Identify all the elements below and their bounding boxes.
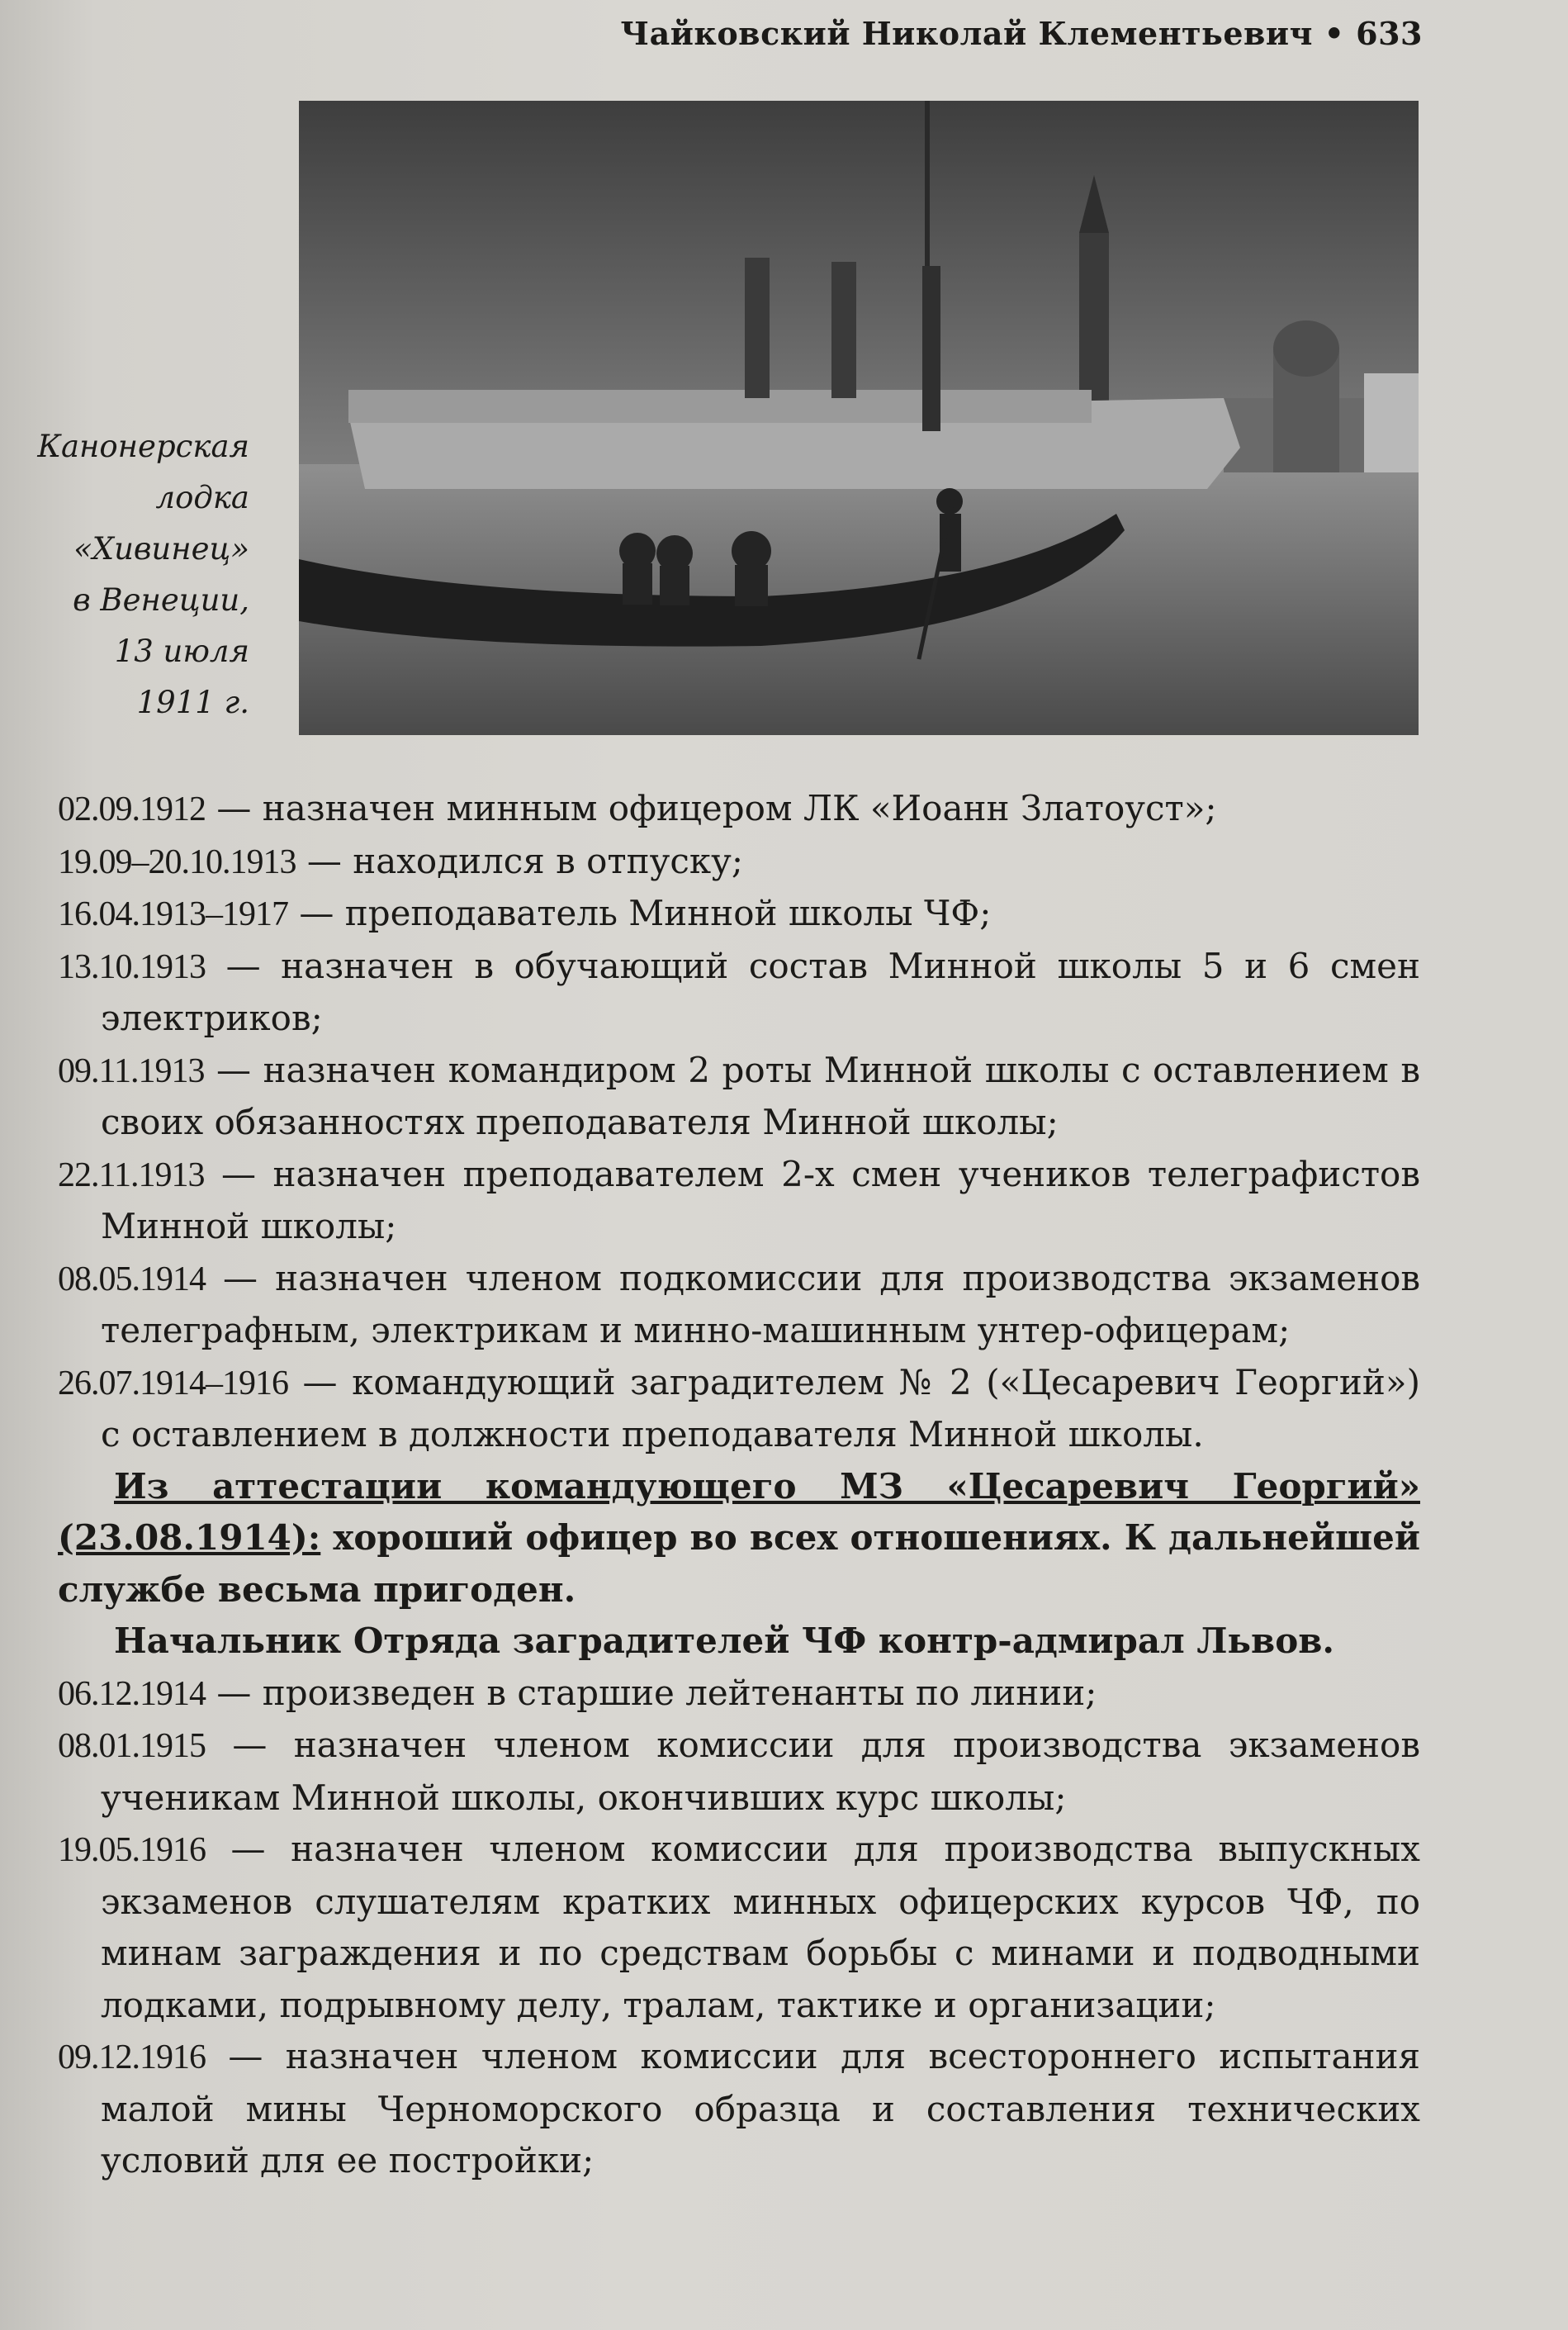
service-entry — [58, 1357, 1420, 1461]
caption-line: в Венеции, — [73, 582, 249, 618]
attestation-signature: Начальник Отряда заградителей ЧФ контр-адмирал Львов. — [114, 1621, 1335, 1661]
service-entry — [58, 1668, 1420, 1720]
entry-text: — назначен командиром 2 роты Минной школы с оставлением в своих обязанностях преподавателя Минной школы; — [101, 1049, 1420, 1142]
caption-line: «Хивинец» — [73, 531, 249, 567]
entry-date: 22.11.1913 — [58, 1156, 205, 1194]
entry-text: — назначен в обучающий состав Минной школы 5 и 6 смен электриков; — [101, 945, 1420, 1038]
service-entry — [58, 1253, 1420, 1357]
service-entry — [58, 888, 1420, 941]
running-head: Чайковский Николай Клементьевич • 633 — [620, 15, 1423, 52]
entry-text: — назначен членом комиссии для всестороннего испытания малой мины Черноморского образца и составления технических условий для ее постройки; — [101, 2036, 1420, 2181]
entry-text: — находился в отпуску; — [296, 840, 743, 881]
entry-date: 16.04.1913–1917 — [58, 895, 288, 933]
photograph-icon — [299, 101, 1419, 735]
main-text — [58, 783, 1420, 2187]
attestation-paragraph — [58, 1461, 1420, 1616]
entry-date: 08.05.1914 — [58, 1260, 206, 1298]
entry-text: — произведен в старшие лейтенанты по линии; — [206, 1672, 1097, 1713]
service-entry — [58, 836, 1420, 889]
entry-date: 06.12.1914 — [58, 1674, 206, 1713]
entry-date: 09.12.1916 — [58, 2038, 206, 2076]
service-entry — [58, 783, 1420, 836]
entry-text: — преподаватель Минной школы ЧФ; — [288, 893, 992, 933]
caption-line: 13 июля — [114, 634, 249, 669]
entry-date: 09.11.1913 — [58, 1051, 205, 1090]
entry-text: — назначен членом комиссии для производства выпускных экзаменов слушателям кратких минных офицерских курсов ЧФ, по минам заграждения и по средствам борьбы с минами и подводными лодками, подрывному делу, тралам, тактике и организации; — [101, 1829, 1420, 2025]
entry-text: — командующий заградителем № 2 («Цесаревич Георгий») с оставлением в должности преподавателя Минной школы. — [101, 1361, 1420, 1454]
entry-date: 19.09–20.10.1913 — [58, 842, 296, 881]
attestation-text: хороший офицер во всех отношениях. К дальнейшей службе весьма пригоден. — [58, 1517, 1420, 1610]
caption-line: Канонерская — [37, 429, 249, 464]
photograph-gunboat-venice — [299, 101, 1419, 735]
entry-date: 19.05.1916 — [58, 1831, 206, 1869]
service-entry — [58, 941, 1420, 1045]
entry-date: 13.10.1913 — [58, 947, 206, 986]
caption-line: лодка — [155, 480, 249, 515]
entry-text: — назначен преподавателем 2-х смен учеников телеграфистов Минной школы; — [101, 1153, 1420, 1246]
entry-text: — назначен членом комиссии для производства экзаменов ученикам Минной школы, окончивших курс школы; — [101, 1725, 1420, 1818]
service-entry — [58, 1824, 1420, 2031]
service-entry — [58, 1149, 1420, 1253]
entry-date: 26.07.1914–1916 — [58, 1364, 288, 1402]
entry-date: 02.09.1912 — [58, 790, 206, 828]
service-entry — [58, 2031, 1420, 2187]
entry-date: 08.01.1915 — [58, 1727, 206, 1765]
service-entry — [58, 1720, 1420, 1824]
photo-caption — [33, 421, 249, 728]
caption-line: 1911 г. — [136, 685, 249, 720]
service-entry — [58, 1045, 1420, 1149]
attestation-heading: Из аттестации командующего МЗ «Цесаревич Георгий» (23.08.1914): — [58, 1465, 1420, 1558]
entry-text: — назначен членом подкомиссии для производства экзаменов телеграфным, электрикам и минно-машинным унтер-офицерам; — [101, 1257, 1420, 1350]
entry-text: — назначен минным офицером ЛК «Иоанн Златоуст»; — [206, 788, 1217, 828]
